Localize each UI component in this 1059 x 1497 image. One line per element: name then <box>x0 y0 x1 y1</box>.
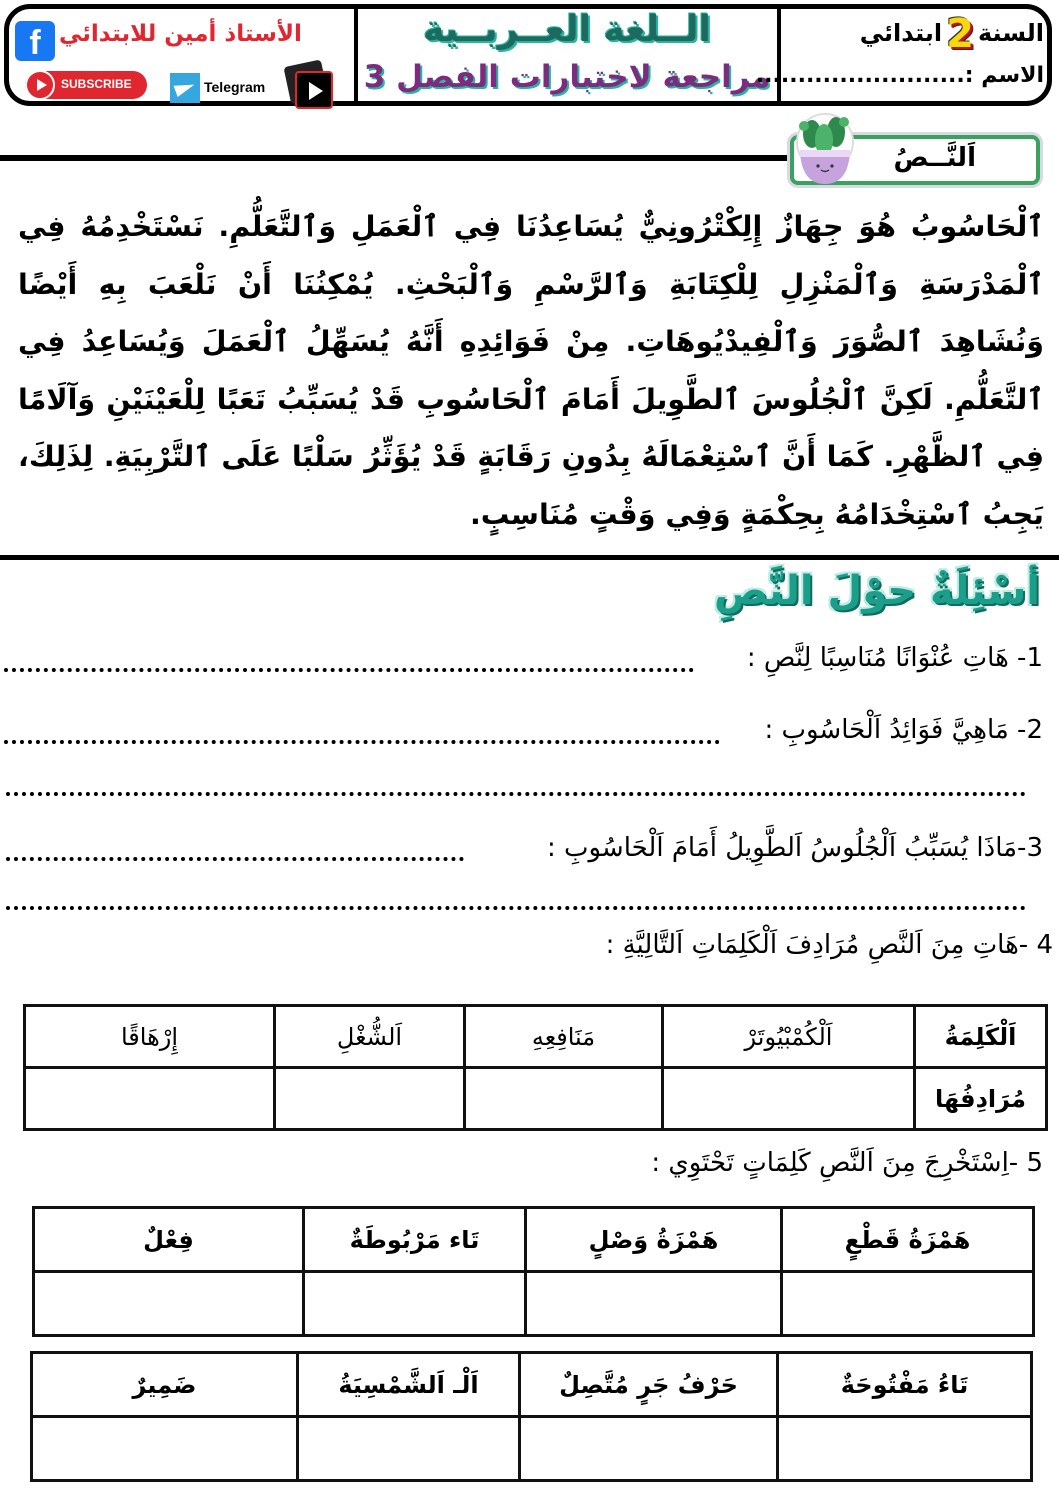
teacher-name: الأستاذ أمين للابتدائي <box>59 21 302 47</box>
header-cell: حَرْفُ جَرٍ مُتَّصِلٌ <box>520 1353 778 1417</box>
word-cell: اَلْكُمْبْيُوتَرْ <box>663 1006 915 1068</box>
section-divider <box>0 155 790 161</box>
table-row <box>32 1417 1032 1481</box>
answer-line-2[interactable] <box>4 740 720 744</box>
question-3: 3-مَاذَا يُسَبِّبُ اَلْجُلُوسُ اَلطَّوِيلُ أَمَامَ اَلْحَاسُوبِ : <box>547 833 1043 863</box>
youtube-subscribe-button[interactable] <box>25 71 147 99</box>
table-row <box>25 1068 1047 1130</box>
header-cell: ضَمِيرٌ <box>32 1353 298 1417</box>
questions-title: أسْئِلَةٌ حوْلَ النَّصِ <box>713 568 1040 614</box>
row-header-synonym: مُرَادِفُهَا <box>915 1068 1047 1130</box>
answer-line-2b[interactable] <box>6 792 1026 796</box>
teacher-branding <box>9 9 354 102</box>
answer-cell[interactable] <box>25 1068 275 1130</box>
answer-cell[interactable] <box>465 1068 663 1130</box>
grade-line <box>859 11 1044 57</box>
answer-cell[interactable] <box>526 1272 782 1336</box>
answer-cell[interactable] <box>298 1417 520 1481</box>
word-cell: مَنَافِعِهِ <box>465 1006 663 1068</box>
student-info <box>755 9 1052 102</box>
answer-line-3[interactable] <box>6 857 464 861</box>
cactus-icon <box>792 112 858 187</box>
header-cell: تَاءُ مَفْتُوحَةٌ <box>778 1353 1032 1417</box>
question-5: 5 -اِسْتَخْرِجَ مِنَ اَلنَّصِ كَلِمَاتٍ تَحْتَوِي : <box>651 1148 1043 1178</box>
table-row <box>34 1272 1034 1336</box>
answer-cell[interactable] <box>782 1272 1034 1336</box>
table-row <box>32 1353 1032 1417</box>
header-cell: فِعْلٌ <box>34 1208 304 1272</box>
subscribe-label: SUBSCRIBE <box>61 77 132 91</box>
synonyms-table <box>23 1004 1048 1131</box>
grade-suffix: ابتدائي <box>859 19 943 47</box>
header-cell: تَاء مَرْبُوطَةٌ <box>304 1208 526 1272</box>
header-titles <box>357 9 777 102</box>
section-divider <box>0 555 1059 560</box>
header-cell: هَمْزَةُ وَصْلٍ <box>526 1208 782 1272</box>
youtube-icon <box>25 70 55 100</box>
telegram-icon[interactable] <box>170 73 200 103</box>
worksheet-header <box>4 4 1052 106</box>
facebook-icon[interactable]: f <box>15 21 55 61</box>
row-header-word: اَلْكَلِمَةُ <box>915 1006 1047 1068</box>
answer-cell[interactable] <box>778 1417 1032 1481</box>
text-section-label: اَلنَّــصُ <box>893 143 976 173</box>
table-row <box>25 1006 1047 1068</box>
extract-table-2 <box>30 1351 1033 1482</box>
answer-cell[interactable] <box>663 1068 915 1130</box>
answer-cell[interactable] <box>520 1417 778 1481</box>
question-1: 1- هَاتِ عُنْوَانًا مُنَاسِبًا لِنَّصِ : <box>746 643 1043 673</box>
word-cell: اَلشُّغْلِ <box>275 1006 465 1068</box>
header-cell: هَمْزَةُ قَطْعٍ <box>782 1208 1034 1272</box>
grade-number: 2 <box>946 11 974 57</box>
subject-title: الــلغة العــربــية <box>423 9 711 50</box>
exam-title: مراجعة لاختبارات الفصل 3 <box>363 59 771 95</box>
telegram-label[interactable]: Telegram <box>204 79 266 95</box>
student-name-field[interactable]: الاسم :......................... <box>755 63 1044 88</box>
header-divider <box>777 9 781 102</box>
tiktok-icon[interactable] <box>291 67 331 107</box>
table-row <box>34 1208 1034 1272</box>
extract-table-1 <box>32 1206 1035 1337</box>
grade-prefix: السنة <box>977 19 1044 47</box>
question-4: 4 -هَاتِ مِنَ اَلنَّصِ مُرَادِفَ اَلْكَلِمَاتِ اَلتَّالِيَّةِ : <box>605 930 1053 960</box>
answer-cell[interactable] <box>304 1272 526 1336</box>
header-cell: اَلْـ اَلشَّمْسِيَةُ <box>298 1353 520 1417</box>
answer-line-3b[interactable] <box>6 906 1026 910</box>
answer-cell[interactable] <box>275 1068 465 1130</box>
word-cell: إِرْهَاقًا <box>25 1006 275 1068</box>
answer-cell[interactable] <box>32 1417 298 1481</box>
answer-line-1[interactable] <box>4 668 694 672</box>
reading-passage: ٱلْحَاسُوبُ هُوَ جِهَازٌ إِلِكْتْرُونِيٌّ يُسَاعِدُنَا فِي ٱلْعَمَلِ وَٱلتَّعَلُّمِ. نَسْتَخْدِمُهُ فِي ٱلْمَدْرَسَةِ وَٱلْمَنْزِلِ لِلْكِتَابَةِ وَٱلرَّسْمِ وَٱلْبَحْثِ. يُمْكِنُنَا أَنْ نَلْعَبَ بِهِ أَيْضًا وَنُشَاهِدَ ٱلصُّوَرَ وَٱلْفِيدْيُوهَاتِ. مِنْ فَوَائِدِهِ أَنَّهُ يُسَهِّلُ ٱلْعَمَلَ وَيُسَاعِدُ فِي ٱلتَّعَلُّمِ. لَكِنَّ ٱلْجُلُوسَ ٱلطَّوِيلَ أَمَامَ ٱلْحَاسُوبِ قَدْ يُسَبِّبُ تَعَبًا لِلْعَيْنَيْنِ وَآلَامًا فِي ٱلظَّهْرِ. كَمَا أَنَّ ٱسْتِعْمَالَهُ بِدُونِ رَقَابَةٍ قَدْ يُؤَثِّرُ سَلْبًا عَلَى ٱلتَّرْبِيَةِ. لِذَلِكَ، يَجِبُ ٱسْتِخْدَامُهُ بِحِكْمَةٍ وَفِي وَقْتٍ مُنَاسِبٍ. <box>18 210 1044 531</box>
answer-cell[interactable] <box>34 1272 304 1336</box>
question-2: 2- مَاهِيَّ فَوَائِدُ اَلْحَاسُوبِ : <box>764 715 1043 745</box>
